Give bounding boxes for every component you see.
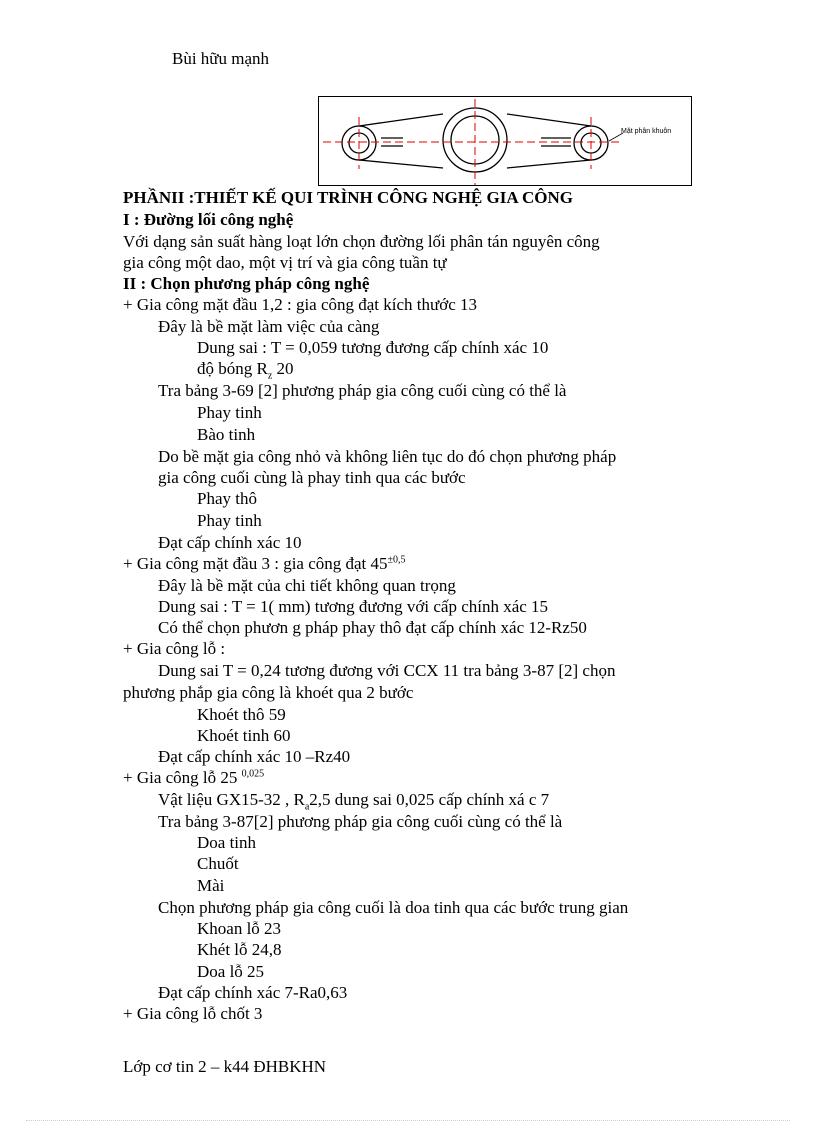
step-d-line: Đạt cấp chính xác 7-Ra0,63 xyxy=(158,983,348,1002)
step-d-line: Tra bảng 3-87[2] phương pháp gia công cuối cùng có thể là xyxy=(158,812,563,831)
step-d-line: Doa tinh xyxy=(197,833,257,852)
step-d-line: Chuốt xyxy=(197,854,239,873)
page-divider xyxy=(26,1120,790,1121)
step-c-line: phương phắp gia công là khoét qua 2 bước xyxy=(123,683,414,702)
part-drawing-figure xyxy=(318,96,692,186)
step-a-line: Dung sai : T = 0,059 tương đương cấp chính xác 10 xyxy=(197,338,549,357)
step-d-line: Khoan lỗ 23 xyxy=(197,919,282,938)
step-d-line: Khét lỗ 24,8 xyxy=(197,940,282,959)
superscript: ±0,5 xyxy=(387,554,406,566)
step-a-line: Phay thô xyxy=(197,489,257,508)
step-d-material xyxy=(158,789,550,813)
arm-edge-top-left xyxy=(359,114,443,126)
page-header-author: Bùi hữu mạnh xyxy=(172,49,270,68)
part-drawing xyxy=(319,97,693,187)
step-c-line: Dung sai T = 0,24 tương đương với CCX 11 tra bảng 3-87 [2] chọn xyxy=(158,661,616,680)
step-b-title xyxy=(123,553,406,574)
step-d-line: Doa lỗ 25 xyxy=(197,962,265,981)
section1-line2: gia công một dao, một vị trí và gia công tuần tự xyxy=(123,253,447,272)
step-a-line: Phay tinh xyxy=(197,403,262,422)
step-e-title: + Gia công lỗ chốt 3 xyxy=(123,1004,263,1023)
arm-edge-top-right xyxy=(507,114,591,126)
superscript: 0,025 xyxy=(241,768,265,780)
page-footer: Lớp cơ tin 2 – k44 ĐHBKHN xyxy=(123,1057,327,1076)
text-run: + Gia công mặt đầu 3 : gia công đạt 45 xyxy=(123,554,388,573)
section2-title: II : Chọn phương pháp công nghệ xyxy=(123,274,370,293)
arm-edge-bottom-right xyxy=(507,160,591,168)
step-a-line: Tra bảng 3-69 [2] phương pháp gia công cuối cùng có thể là xyxy=(158,381,567,400)
step-c-line: Khoét tinh 60 xyxy=(197,726,291,745)
text-run: 2,5 dung sai 0,025 cấp chính xá c 7 xyxy=(309,790,550,809)
step-a-title: + Gia công mặt đầu 1,2 : gia công đạt kích thước 13 xyxy=(123,295,478,314)
step-d-line: Chọn phương pháp gia công cuối là doa tinh qua các bước trung gian xyxy=(158,898,629,917)
step-c-line: Khoét thô 59 xyxy=(197,705,286,724)
step-c-title: + Gia công lỗ : xyxy=(123,639,226,658)
step-d-title xyxy=(123,767,264,788)
step-b-line: Dung sai : T = 1( mm) tương đương với cấp chính xác 15 xyxy=(158,597,549,616)
section1-line1: Với dạng sản suất hàng loạt lớn chọn đường lối phân tán nguyên công xyxy=(123,232,600,251)
section1-title: I : Đường lối công nghệ xyxy=(123,210,294,229)
step-a-line: Bào tinh xyxy=(197,425,256,444)
step-c-line: Đạt cấp chính xác 10 –Rz40 xyxy=(158,747,351,766)
step-a-line: Do bề mặt gia công nhỏ và không liên tục do đó chọn phương pháp xyxy=(158,447,617,466)
arm-edge-bottom-left xyxy=(359,160,443,168)
step-a-line: Đạt cấp chính xác 10 xyxy=(158,533,302,552)
main-heading: PHẦNII :THIẾT KẾ QUI TRÌNH CÔNG NGHỆ GIA CÔNG xyxy=(123,188,573,207)
text-run: + Gia công lỗ 25 xyxy=(123,768,242,787)
text-run: độ bóng R xyxy=(197,359,268,378)
parting-plane-label: Mặt phân khuôn xyxy=(621,128,672,135)
step-d-line: Mài xyxy=(197,876,225,895)
text-run: 20 xyxy=(272,359,294,378)
step-a-line: Đây là bề mặt làm việc của càng xyxy=(158,317,380,336)
step-a-line: gia công cuối cùng là phay tinh qua các bước xyxy=(158,468,466,487)
step-a-surface-finish xyxy=(197,358,294,382)
text-run: Vật liệu GX15-32 , R xyxy=(158,790,305,809)
step-b-line: Đây là bề mặt của chi tiết không quan trọng xyxy=(158,576,456,595)
step-b-line: Có thể chọn phươn g pháp phay thô đạt cấp chính xác 12-Rz50 xyxy=(158,618,587,637)
subscript: a xyxy=(304,801,310,813)
step-a-line: Phay tinh xyxy=(197,511,262,530)
subscript: z xyxy=(267,370,273,382)
